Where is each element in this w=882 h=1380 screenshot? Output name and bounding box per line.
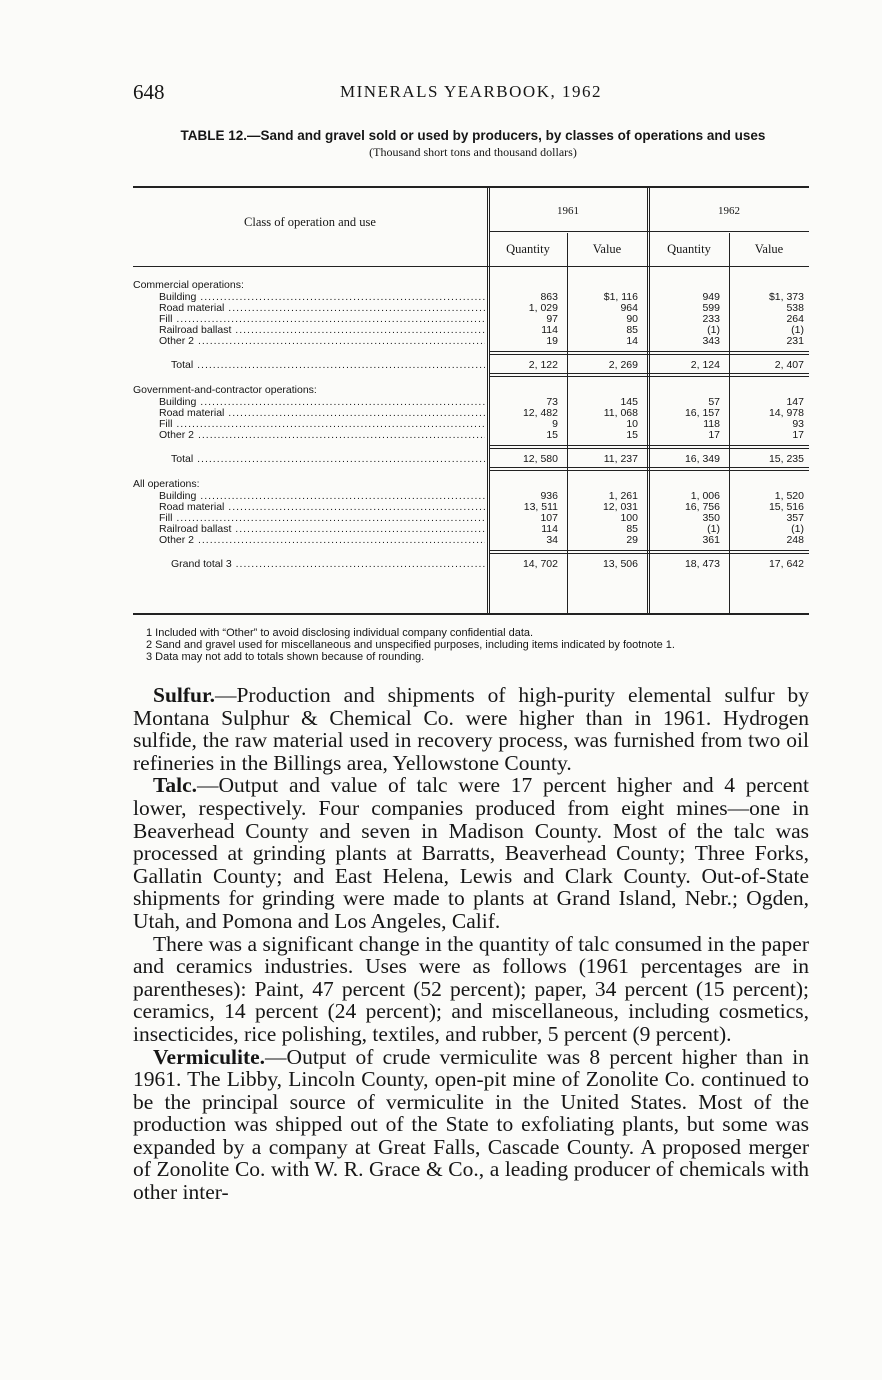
- total-cell: 17, 642: [768, 558, 804, 570]
- body-text: [133, 684, 809, 1204]
- year-header-1962: 1962: [718, 205, 740, 217]
- table-cell: 11, 068: [603, 407, 638, 419]
- total-cell: 12, 580: [522, 453, 558, 465]
- row-label: Fill .....: [159, 419, 485, 430]
- table-cell: 1, 261: [608, 490, 638, 502]
- table-cell: 147: [786, 396, 804, 408]
- table-cell: 13, 511: [523, 501, 558, 513]
- table-cell: 12, 031: [602, 501, 638, 513]
- table-cell: 9: [552, 418, 558, 430]
- section-title: Government-and-contractor operations:: [133, 385, 317, 396]
- running-head: MINERALS YEARBOOK, 1962: [340, 82, 602, 101]
- section-rule: [489, 376, 809, 377]
- table-caption: TABLE 12.—Sand and gravel sold or used by producers, by classes of operations and uses: [180, 128, 766, 143]
- table-cell: 17: [792, 429, 804, 441]
- table-cell: 964: [620, 302, 638, 314]
- table-cell: 19: [546, 335, 558, 347]
- sand-gravel-table: [133, 186, 809, 616]
- row-label: Railroad ballast .....: [159, 325, 485, 336]
- row-label: Road material .....: [159, 408, 485, 419]
- paragraph-text: —Production and shipments of high-purity elemental sulfur by Montana Sulphur & Chemical Co. were higher than in 1961. Hydrogen sulfide, the raw material used in recovery process, was furnished from two oil refineries in the Billings area, Yellowstone County.: [133, 683, 809, 775]
- footnote: 2 Sand and gravel used for miscellaneous and unspecified purposes, including items indicated by footnote 1.: [146, 639, 675, 651]
- table-cell: 145: [620, 396, 638, 408]
- table-cell: 14, 978: [768, 407, 804, 419]
- total-cell: 11, 237: [603, 453, 638, 465]
- table-cell: 231: [786, 335, 804, 347]
- footnote: 3 Data may not add to totals shown because of rounding.: [146, 651, 425, 663]
- section-rule: [489, 467, 809, 468]
- page-number: 648: [133, 80, 165, 104]
- row-label: Building .....: [159, 491, 485, 502]
- total-label: Total .....: [171, 454, 485, 465]
- table-cell: 361: [702, 534, 720, 546]
- table-cell: 118: [703, 418, 720, 430]
- paragraph-text: —Output and value of talc were 17 percent higher and 4 percent lower, respectively. Four companies produced from eight mines—one in Beaverhead County and seven in Madison County. Most of the talc was processed at grinding plants at Barratts, Beaverhead County; Three Forks, Gallatin County; and East Helena, Lewis and Clark County. Out-of-State shipments for grinding were made to plants at Grand Island, Nebr.; Ogden, Utah, and Pomona and Los Angeles, Calif.: [133, 773, 809, 933]
- table-cell: 34: [546, 534, 558, 546]
- total-label: Total .....: [171, 360, 485, 371]
- total-rule: [489, 550, 809, 551]
- paragraph-talc: [133, 774, 809, 932]
- table-cell: 100: [620, 512, 638, 524]
- runin-heading: Talc.: [153, 773, 198, 798]
- row-label: Other 2 .....: [159, 430, 485, 441]
- year-header-1961: 1961: [557, 205, 579, 217]
- row-label: Fill .....: [159, 314, 485, 325]
- total-cell: 14, 702: [522, 558, 558, 570]
- table-cell: 233: [702, 313, 720, 325]
- table-cell: 15: [546, 429, 558, 441]
- total-rule: [489, 553, 809, 554]
- table-cell: 97: [546, 313, 558, 325]
- table-cell: 15, 516: [768, 501, 804, 513]
- table-cell: 93: [792, 418, 804, 430]
- total-cell: 2, 124: [690, 359, 720, 371]
- subcol-value: Value: [592, 242, 622, 256]
- total-cell: 2, 122: [528, 359, 558, 371]
- table-cell: 16, 756: [684, 501, 720, 513]
- table-cell: 599: [702, 302, 720, 314]
- total-cell: 15, 235: [768, 453, 804, 465]
- table-cell: 343: [702, 335, 720, 347]
- table-cell: 90: [626, 313, 638, 325]
- total-cell: 2, 269: [608, 359, 638, 371]
- table-footnotes: [146, 627, 816, 663]
- row-label: Building .....: [159, 397, 485, 408]
- header-bottom-rule: [133, 266, 809, 267]
- total-cell: 2, 407: [774, 359, 804, 371]
- table-cell: $1, 116: [603, 291, 638, 303]
- table-cell: (1): [791, 523, 804, 535]
- paragraph-talc-uses: [133, 933, 809, 1046]
- table-units: (Thousand short tons and thousand dollars): [369, 145, 577, 159]
- table-cell: 114: [541, 324, 558, 336]
- table-cell: 114: [541, 523, 558, 535]
- total-rule: [489, 448, 809, 449]
- table-cell: (1): [707, 324, 720, 336]
- col-divider: [729, 233, 730, 613]
- table-cell: 12, 482: [522, 407, 558, 419]
- total-label: Grand total 3 .....: [171, 559, 485, 570]
- subcol-quantity: Quantity: [667, 242, 711, 256]
- paragraph-text: There was a significant change in the quantity of talc consumed in the paper and ceramics industries. Uses were as follows (1961 percentages are in parentheses): Paint, 47 percent (52 percent); paper, 34 percent (15 percent); ceramics, 14 percent (24 percent); and miscellaneous, including cosmetics, insecticides, rice polishing, textiles, and rubber, 5 percent (9 percent).: [133, 931, 809, 1046]
- table-cell: (1): [707, 523, 720, 535]
- paragraph-text: —Output of crude vermiculite was 8 percent higher than in 1961. The Libby, Lincoln County, open-pit mine of Zonolite Co. continued to be the principal source of vermiculite in the United States. Most of the production was shipped out of the State to exfoliating plants, but some was expanded by a company at Great Falls, Cascade County. A proposed merger of Zonolite Co. with W. R. Grace & Co., a leading producer of chemicals with other inter-: [133, 1044, 809, 1205]
- table-cell: 248: [786, 534, 804, 546]
- total-cell: 18, 473: [684, 558, 720, 570]
- total-rule: [489, 445, 809, 446]
- row-label: Building .....: [159, 292, 485, 303]
- section-rule: [489, 470, 809, 471]
- row-label: Railroad ballast .....: [159, 524, 485, 535]
- table-cell: 264: [786, 313, 804, 325]
- table-cell: 350: [702, 512, 720, 524]
- page-header: [133, 80, 809, 108]
- table-cell: 29: [626, 534, 638, 546]
- row-label: Other 2 .....: [159, 336, 485, 347]
- table-cell: 15: [626, 429, 638, 441]
- table-cell: 863: [540, 291, 558, 303]
- paragraph-vermiculite: [133, 1046, 809, 1204]
- col-header-class: Class of operation and use: [244, 215, 376, 229]
- table-bottom-rule: [133, 613, 809, 615]
- table-top-rule: [133, 186, 809, 188]
- table-cell: 57: [708, 396, 720, 408]
- table-cell: 16, 157: [684, 407, 720, 419]
- table-cell: 85: [626, 523, 638, 535]
- table-cell: 85: [626, 324, 638, 336]
- row-label: Road material .....: [159, 303, 485, 314]
- section-title: Commercial operations:: [133, 280, 244, 291]
- runin-heading: Vermiculite.: [153, 1044, 266, 1069]
- table-cell: 1, 006: [690, 490, 720, 502]
- subcol-value: Value: [754, 242, 784, 256]
- table-cell: 73: [546, 396, 558, 408]
- subcol-quantity: Quantity: [506, 242, 550, 256]
- table-cell: 14: [626, 335, 638, 347]
- row-label: Other 2 .....: [159, 535, 485, 546]
- table-cell: 17: [708, 429, 720, 441]
- runin-heading: Sulfur.: [153, 683, 215, 707]
- table-cell: 949: [702, 291, 720, 303]
- table-cell: $1, 373: [768, 291, 804, 303]
- table-caption-block: [133, 128, 813, 160]
- section-rule: [489, 373, 809, 374]
- table-cell: 1, 520: [774, 490, 804, 502]
- table-cell: 107: [540, 512, 558, 524]
- footnote: 1 Included with “Other” to avoid disclosing individual company confidential data.: [146, 627, 534, 639]
- row-label: Fill .....: [159, 513, 485, 524]
- total-rule: [489, 351, 809, 352]
- row-label: Road material .....: [159, 502, 485, 513]
- total-cell: 13, 506: [602, 558, 638, 570]
- table-cell: 10: [626, 418, 638, 430]
- paragraph-sulfur: [133, 684, 809, 774]
- table-cell: 936: [540, 490, 558, 502]
- table-cell: 538: [786, 302, 804, 314]
- section-title: All operations:: [133, 479, 200, 490]
- table-cell: (1): [791, 324, 804, 336]
- table-cell: 357: [786, 512, 804, 524]
- table-cell: 1, 029: [528, 302, 558, 314]
- total-cell: 16, 349: [684, 453, 720, 465]
- total-rule: [489, 354, 809, 355]
